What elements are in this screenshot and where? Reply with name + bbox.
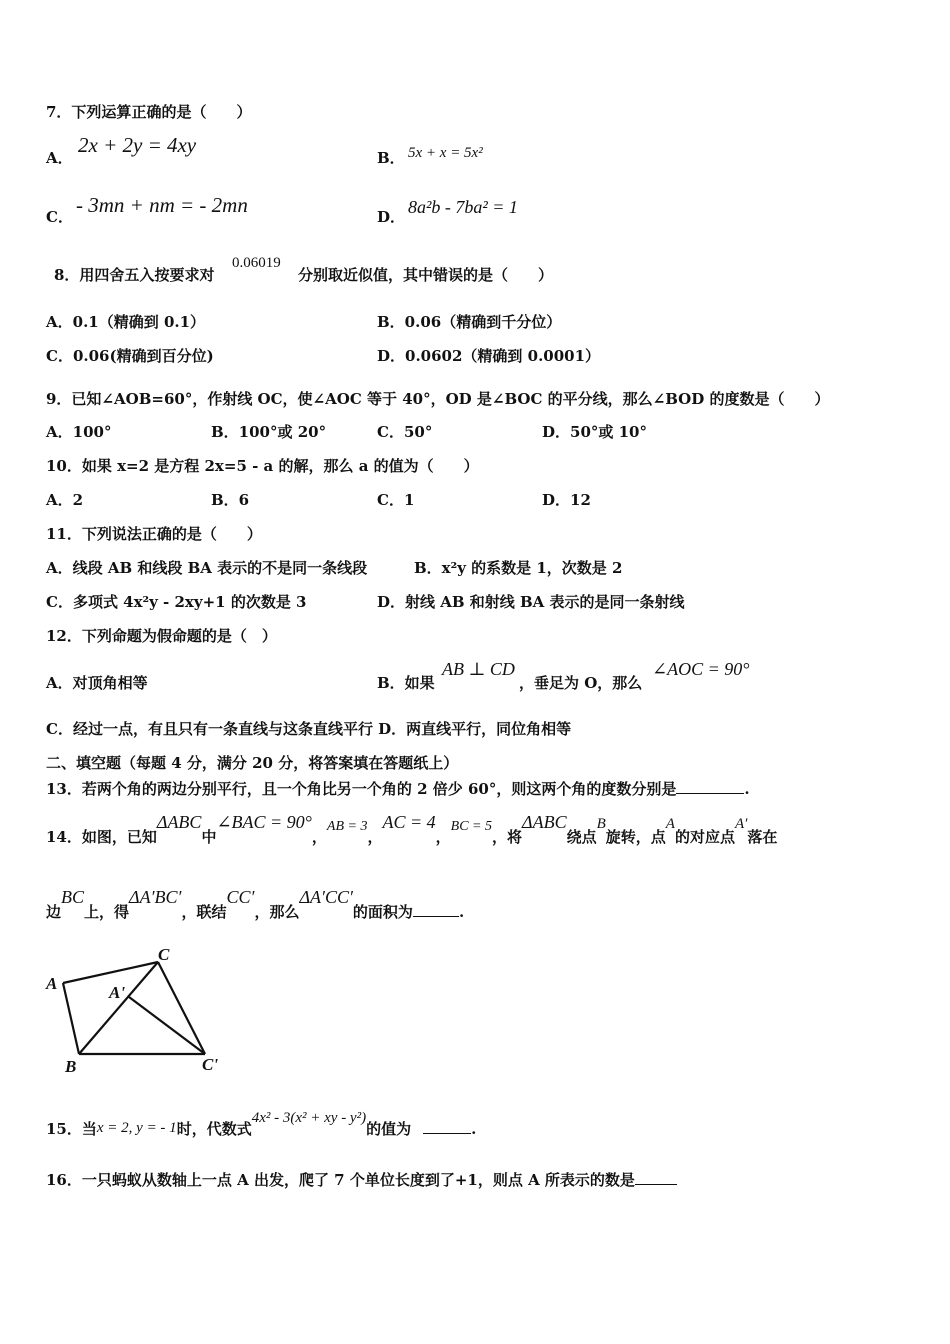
q14-expr-point-b: B — [596, 816, 606, 832]
q14-l2-expr-triangle-2: ΔA′CC′ — [299, 887, 353, 907]
label-a: A — [46, 974, 58, 993]
q7-option-c-label: C． — [46, 208, 73, 226]
q14-l2-expr-triangle: ΔA′BC′ — [129, 887, 182, 907]
q15-line — [46, 1107, 477, 1138]
q14-expr-point-a-prime: A′ — [734, 816, 748, 832]
label-a-prime: A' — [109, 983, 126, 1002]
q14-l2-expr-bc: BC — [61, 887, 85, 907]
segment-a-b — [63, 983, 79, 1054]
q11-option-d: D．射线 AB 和射线 BA 表示的是同一条射线 — [377, 593, 685, 611]
q14-expr-bc: BC = 5 — [450, 819, 492, 834]
q9-option-b: B．100°或 20° — [211, 423, 327, 441]
q14-line1 — [46, 812, 778, 846]
label-b: B — [65, 1057, 77, 1076]
q15-text-1: 15．当 — [46, 1120, 97, 1138]
section-heading: 二、填空题（每题 4 分，满分 20 分，将答案填在答题纸上） — [46, 754, 459, 772]
q11-stem: 11．下列说法正确的是（ ） — [46, 525, 262, 543]
q9-option-d: D．50°或 10° — [542, 423, 647, 441]
q16-line — [46, 1170, 677, 1190]
label-c-prime: C' — [202, 1055, 219, 1074]
q7-option-a-expr: 2x + 2y = 4xy — [78, 133, 197, 157]
q9-stem: 9．已知∠AOB=60°，作射线 OC，使∠AOC 等于 40°，OD 是∠BOC 的平分线，那么∠BOD 的度数是（ ） — [46, 390, 830, 408]
q14-text-8: 旋转，点 — [605, 828, 666, 846]
q10-stem: 10．如果 x=2 是方程 2x=5 - a 的解，那么 a 的值为（ ） — [46, 457, 479, 475]
q14-expr-ab: AB = 3 — [326, 819, 368, 834]
q14-expr-angle: ∠BAC = 90° — [216, 812, 312, 832]
q14-text-4: ， — [367, 828, 383, 846]
q11-option-b: B．x²y 的系数是 1，次数是 2 — [414, 559, 623, 577]
q16-stem: 16．一只蚂蚁从数轴上一点 A 出发，爬了 7 个单位长度到了+1，则点 A 所表示的数是 — [46, 1171, 635, 1189]
q12-option-b-prefix: B．如果 — [377, 674, 435, 692]
q14-text-3: ， — [311, 828, 327, 846]
q8-stem-prefix: 8．用四舍五入按要求对 — [54, 266, 215, 284]
q8-option-d: D．0.0602（精确到 0.0001） — [377, 347, 601, 365]
segment-a-prime-c-prime — [129, 997, 205, 1054]
q8-option-c: C．0.06(精确到百分位) — [46, 347, 214, 365]
q8-stem-suffix: 分别取近似值，其中错误的是（ ） — [298, 266, 554, 284]
q9-option-a: A．100° — [46, 423, 112, 441]
label-c: C — [158, 945, 170, 964]
q12-option-b-expr1: AB ⊥ CD — [442, 659, 515, 679]
q15-answer-blank[interactable] — [423, 1119, 471, 1134]
q11-option-a: A．线段 AB 和线段 BA 表示的不是同一条线段 — [46, 559, 368, 577]
q7-option-a-label: A． — [46, 149, 73, 167]
q14-expr-point-a: A — [665, 816, 675, 832]
q14-l2-end: . — [458, 903, 465, 921]
q14-line2 — [46, 887, 465, 921]
q14-text-7: 绕点 — [566, 828, 597, 846]
q14-l2-text-1: 边 — [46, 903, 62, 921]
q7-stem: 7．下列运算正确的是（ ） — [46, 103, 252, 121]
q14-l2-text-5: 的面积为 — [352, 903, 413, 921]
q14-l2-text-4: ，那么 — [254, 903, 300, 921]
q11-option-c: C．多项式 4x²y - 2xy+1 的次数是 3 — [46, 593, 307, 611]
q15-text-2: 时，代数式 — [176, 1120, 252, 1138]
q14-expr-triangle: ΔABC — [156, 812, 202, 832]
q8-number: 0.06019 — [232, 255, 281, 271]
q14-text-1: 14．如图，已知 — [46, 828, 157, 846]
q14-text-2: 中 — [201, 828, 217, 846]
q15-expr-polynomial: 4x² - 3(x² + xy - y²) — [251, 1110, 367, 1126]
q14-l2-expr-cc: CC′ — [226, 887, 255, 907]
segment-c-c-prime — [158, 962, 205, 1054]
q14-l2-text-2: 上，得 — [84, 903, 130, 921]
q7-option-b-label: B． — [377, 149, 405, 167]
q14-l2-text-3: ，联结 — [181, 903, 227, 921]
q12-stem: 12．下列命题为假命题的是（ ） — [46, 627, 277, 645]
q14-text-6: ，将 — [492, 828, 523, 846]
q12-option-b-expr2: ∠AOC = 90° — [652, 659, 750, 679]
q7-option-d-label: D． — [377, 208, 406, 226]
q7-option-d-expr: 8a²b - 7ba² = 1 — [408, 197, 518, 217]
q8-option-a: A．0.1（精确到 0.1） — [46, 313, 206, 331]
q14-text-9: 的对应点 — [674, 828, 735, 846]
q14-text-10: 落在 — [747, 828, 778, 846]
q12-option-cd: C．经过一点，有且只有一条直线与这条直线平行 D．两直线平行，同位角相等 — [46, 720, 572, 738]
q7-option-b-expr: 5x + x = 5x² — [408, 145, 483, 161]
q14-expr-triangle-2: ΔABC — [522, 812, 567, 832]
q10-option-d: D．12 — [542, 491, 591, 509]
q9-option-c: C．50° — [377, 423, 433, 441]
q12-option-a: A．对顶角相等 — [46, 674, 148, 692]
triangle-figure — [40, 940, 240, 1080]
q13-line — [46, 779, 750, 799]
q13-stem: 13．若两个角的两边分别平行，且一个角比另一个角的 2 倍少 60°，则这两个角的度数分别是 — [46, 780, 677, 798]
q10-option-c: C．1 — [377, 491, 415, 509]
q16-answer-blank[interactable] — [635, 1170, 677, 1185]
q8-option-b: B．0.06（精确到千分位） — [377, 313, 562, 331]
q13-answer-blank[interactable] — [676, 779, 744, 794]
q14-text-5: ， — [435, 828, 451, 846]
q10-option-a: A．2 — [46, 491, 84, 509]
q15-end: . — [471, 1120, 477, 1138]
q14-answer-blank[interactable] — [413, 902, 459, 917]
q14-expr-ac: AC = 4 — [382, 812, 436, 832]
q15-expr-values: x = 2, y = - 1 — [96, 1120, 177, 1136]
q13-end: . — [744, 780, 750, 798]
q10-option-b: B．6 — [211, 491, 250, 509]
q15-text-3: 的值为 — [366, 1120, 412, 1138]
q7-option-c-expr: - 3mn + nm = - 2mn — [76, 193, 248, 217]
q12-option-b-mid: ，垂足为 O，那么 — [519, 674, 643, 692]
